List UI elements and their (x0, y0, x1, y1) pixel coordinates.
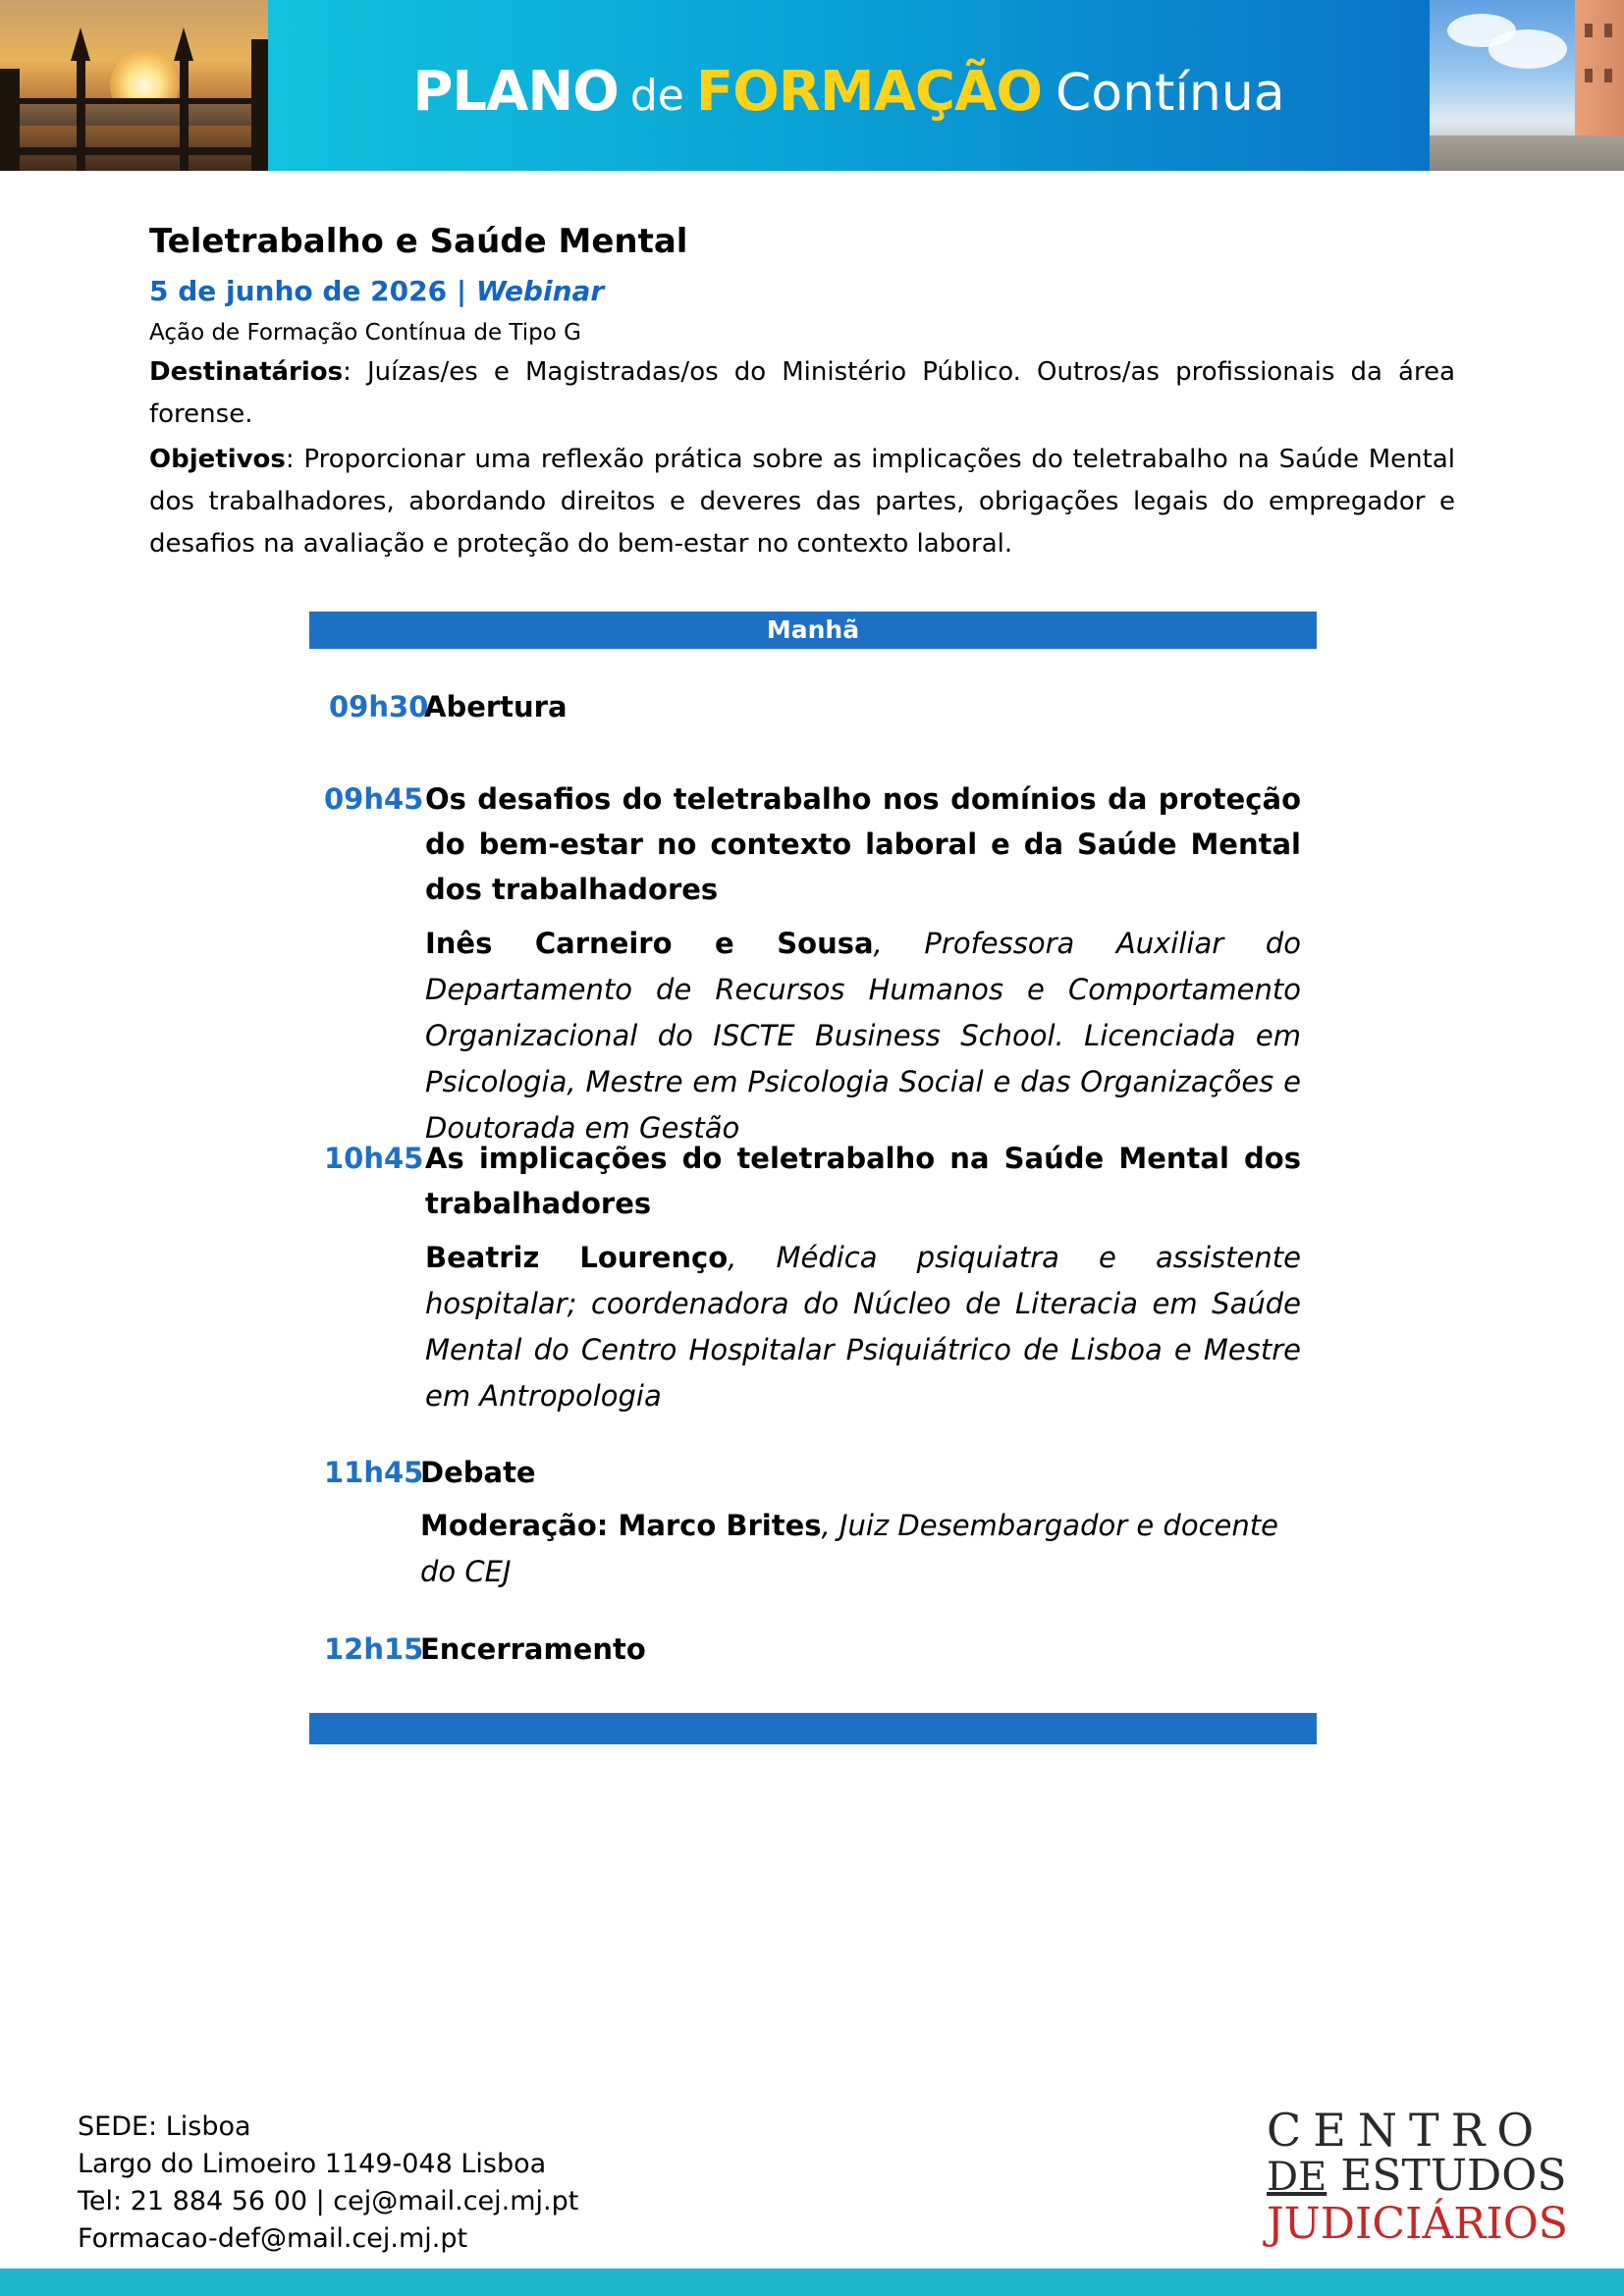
event-date: 5 de junho de 2026 | (149, 274, 467, 307)
program-footer-bar (309, 1713, 1317, 1744)
banner-word-continua: Contínua (1055, 64, 1285, 123)
logo-line-centro: CENTRO (1267, 2104, 1546, 2157)
window-shape (1604, 69, 1612, 82)
banner-word-plano: PLANO (412, 60, 619, 124)
banner-band (268, 0, 1430, 171)
event-format: Webinar (475, 274, 605, 307)
item-title: As implicações do teletrabalho na Saúde Mental dos trabalhadores (425, 1142, 1301, 1220)
event-intro (149, 222, 1455, 565)
cej-logo (1267, 2104, 1568, 2249)
speaker-name: Beatriz Lourenço (425, 1241, 729, 1274)
footer-address (78, 2109, 578, 2258)
speaker-description: , Professora Auxiliar do Departamento de Recursos Humanos e Comportamento Organizacional do ISCTE Business School. Licenciada em Psicologia, Mestre em Psicologia Social e das Organizações e Doutorada em Gestão (425, 927, 1301, 1145)
event-title: Teletrabalho e Saúde Mental (149, 222, 688, 261)
item-time: 09h30 (329, 690, 429, 723)
item-time: 12h15 (324, 1632, 424, 1666)
objetivos-label: Objetivos (149, 445, 286, 475)
objetivos-paragraph (149, 439, 1455, 565)
item-speaker (420, 1503, 1284, 1595)
speaker-name: Moderação: Marco Brites (420, 1509, 822, 1542)
iron-railing-icon (0, 0, 268, 171)
logo-line-judiciarios: JUDICIÁRIOS (1267, 2199, 1568, 2249)
footer-sede: SEDE: Lisboa (78, 2111, 251, 2142)
window-shape (1585, 24, 1593, 37)
banner-word-formacao: FORMAÇÃO (695, 60, 1042, 124)
item-title: Abertura (424, 690, 568, 723)
item-time: 09h45 (324, 782, 424, 816)
logo-line-estudos (1267, 2151, 1567, 2201)
item-time: 10h45 (324, 1142, 424, 1175)
banner-title (268, 60, 1430, 124)
item-title: Encerramento (420, 1632, 646, 1666)
ground-strip (1430, 135, 1624, 171)
tower-shape (1575, 0, 1624, 147)
action-type: Ação de Formação Contínua de Tipo G (149, 320, 581, 347)
footer-email[interactable]: Formacao-def@mail.cej.mj.pt (78, 2223, 468, 2254)
item-time: 11h45 (324, 1456, 424, 1489)
destinatarios-text: : Juízas/es e Magistradas/os do Ministério Público. Outros/as profissionais da área forense. (149, 357, 1455, 430)
window-shape (1585, 69, 1593, 82)
sunset-photo (0, 0, 268, 171)
destinatarios-label: Destinatários (149, 357, 344, 388)
logo-word-estudos: ESTUDOS (1340, 2151, 1567, 2201)
item-title: Os desafios do teletrabalho nos domínios da proteção do bem-estar no contexto laboral e da Saúde Mental dos trabalhadores (425, 782, 1301, 906)
cloud-shape (1489, 29, 1567, 69)
logo-word-de: DE (1267, 2155, 1327, 2200)
destinatarios-paragraph (149, 351, 1455, 436)
speaker-description: , Médica psiquiatra e assistente hospitalar; coordenadora do Núcleo de Literacia em Saúde Mental do Centro Hospitalar Psiquiátrico de Lisboa e Mestre em Antropologia (425, 1241, 1301, 1413)
footer-contact[interactable]: Tel: 21 884 56 00 | cej@mail.cej.mj.pt (78, 2186, 579, 2216)
city-photo (1430, 0, 1624, 171)
item-title: Debate (420, 1456, 536, 1489)
speaker-name: Inês Carneiro e Sousa (425, 927, 874, 960)
item-speaker (425, 921, 1301, 1151)
objetivos-text: : Proporcionar uma reflexão prática sobre as implicações do teletrabalho na Saúde Mental dos trabalhadores, abordando direitos e deveres das partes, obrigações legais do empregador e desafios na avaliação e proteção do bem-estar no contexto laboral. (149, 445, 1455, 560)
window-shape (1604, 24, 1612, 37)
header-banner (0, 0, 1624, 171)
banner-word-de: de (629, 71, 684, 121)
footer-street: Largo do Limoeiro 1149-048 Lisboa (78, 2149, 547, 2179)
footer-band (0, 2269, 1624, 2296)
event-date-line (149, 274, 1455, 309)
session-header: Manhã (309, 612, 1317, 649)
item-speaker (425, 1235, 1301, 1419)
speaker-description: , Juiz Desembargador e docente do CEJ (420, 1509, 1278, 1588)
